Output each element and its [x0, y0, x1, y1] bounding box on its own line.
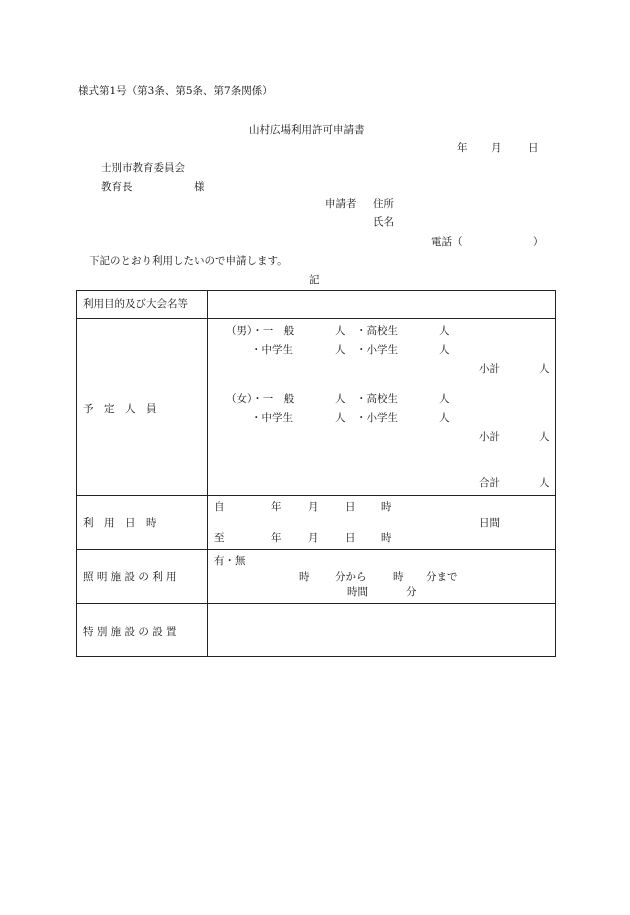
lighting-end-min: 分まで: [426, 571, 458, 583]
addressee-honorific: 様: [194, 181, 205, 193]
female-es: ・小学生: [356, 412, 398, 424]
name-label: 氏名: [373, 216, 394, 228]
from-hour: 時: [381, 501, 392, 513]
column-divider: [207, 291, 208, 656]
request-sentence: 下記のとおり利用したいので申請します。: [89, 255, 288, 267]
to-day: 日: [345, 532, 356, 544]
special-label: 特 別 施 設 の 設 置: [83, 626, 177, 638]
date-year: 年: [457, 142, 468, 154]
female-jhs: ・中学生: [251, 412, 293, 424]
from-month: 月: [308, 501, 319, 513]
application-table: [76, 290, 556, 657]
male-general-unit: 人: [335, 325, 346, 337]
applicant-label: 申請者: [325, 198, 357, 210]
female-general-unit: 人: [335, 393, 346, 405]
purpose-field[interactable]: [208, 291, 555, 318]
addressee-org: 士別市教育委員会: [101, 162, 185, 174]
date-month: 月: [491, 142, 502, 154]
male-hs-unit: 人: [439, 325, 450, 337]
date-day: 日: [528, 142, 539, 154]
female-subtotal-unit: 人: [539, 431, 550, 443]
female-hs-unit: 人: [439, 393, 450, 405]
page-title: 山村広場利用許可申請書: [249, 124, 365, 136]
duration-min: 分: [406, 586, 417, 598]
people-label: 予 定 人 員: [83, 403, 157, 415]
female-subtotal: 小計: [479, 431, 500, 443]
address-label: 住所: [373, 198, 394, 210]
phone-close: ）: [533, 236, 544, 248]
male-es-unit: 人: [439, 344, 450, 356]
male-es: ・小学生: [356, 344, 398, 356]
male-subtotal: 小計: [479, 363, 500, 375]
male-jhs: ・中学生: [251, 344, 293, 356]
to-label: 至: [214, 532, 225, 544]
lighting-end-hour: 時: [393, 571, 404, 583]
row-divider: [77, 318, 555, 319]
female-jhs-unit: 人: [335, 412, 346, 424]
row-divider: [77, 495, 555, 496]
lighting-start-min: 分から: [335, 571, 367, 583]
male-jhs-unit: 人: [335, 344, 346, 356]
to-year: 年: [271, 532, 282, 544]
datetime-label: 利 用 日 時: [83, 517, 157, 529]
total-label: 合計: [479, 477, 500, 489]
from-year: 年: [271, 501, 282, 513]
row-divider: [77, 549, 555, 550]
duration-hours: 時間: [347, 586, 368, 598]
ki-label: 記: [309, 274, 320, 286]
lighting-label: 照 明 施 設 の 利 用: [83, 571, 177, 583]
male-general: （男）・一 般: [226, 325, 295, 337]
phone-label: 電話（: [431, 236, 463, 248]
female-hs: ・高校生: [356, 393, 398, 405]
purpose-label: 利用目的及び大会名等: [83, 298, 188, 310]
special-field[interactable]: [208, 604, 555, 656]
form-number: 様式第1号（第3条、第5条、第7条関係）: [78, 85, 273, 97]
addressee-title: 教育長: [101, 181, 133, 193]
days-label: 日間: [479, 517, 500, 529]
female-general: （女）・一 般: [226, 393, 295, 405]
female-es-unit: 人: [439, 412, 450, 424]
to-hour: 時: [381, 532, 392, 544]
total-unit: 人: [539, 477, 550, 489]
from-label: 自: [214, 501, 225, 513]
male-subtotal-unit: 人: [539, 363, 550, 375]
yes-no[interactable]: 有・無: [214, 555, 246, 567]
to-month: 月: [308, 532, 319, 544]
lighting-start-hour: 時: [299, 571, 310, 583]
from-day: 日: [345, 501, 356, 513]
male-hs: ・高校生: [356, 325, 398, 337]
